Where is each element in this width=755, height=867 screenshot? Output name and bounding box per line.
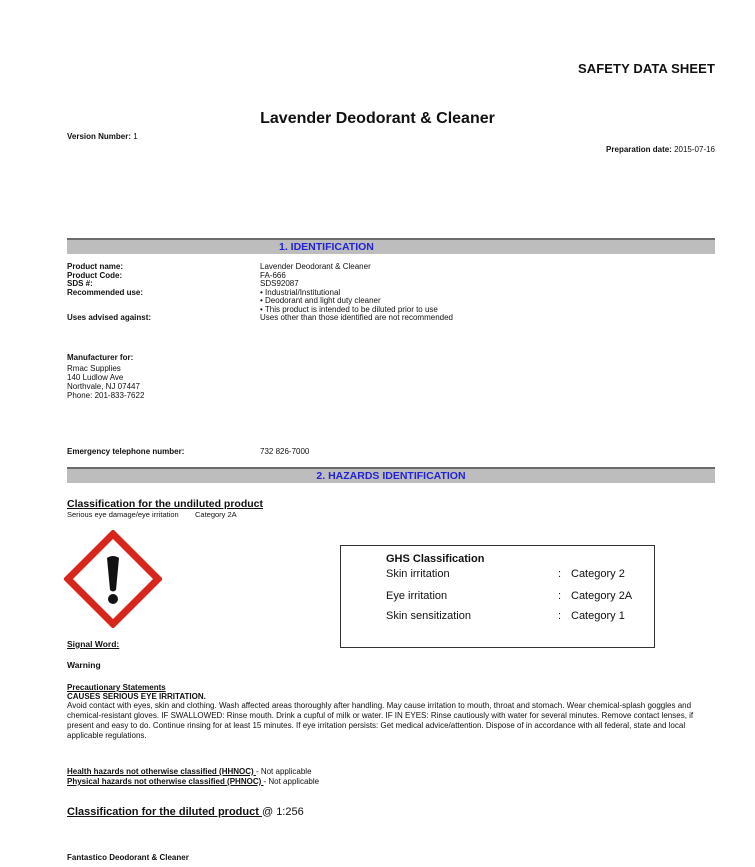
section-title: 2. HAZARDS IDENTIFICATION [316,470,466,482]
field-label: Product Code: [67,270,123,280]
diluted-product-name: Fantastico Deodorant & Cleaner [67,853,189,862]
section-header-identification [67,238,715,254]
emergency-phone-number: 732 826-7000 [260,447,310,456]
field-value: Lavender Deodorant & Cleaner [260,262,371,271]
phnoc-row [67,777,319,786]
ghs-classification-box [340,545,655,648]
version-label: Version Number: [67,132,132,141]
hhnoc-row [67,767,312,776]
separator: : [558,610,562,622]
ghs-row [386,568,646,580]
manufacturer-phone: Phone: 201-833-7622 [67,391,145,400]
field-value: FA-666 [260,270,286,280]
hhnoc-label: Health hazards not otherwise classified (HHNOC) [67,767,256,776]
field-value: Uses other than those identified are not recommended [260,313,454,322]
ghs-category: Category 2A [571,590,633,602]
diluted-classification-heading [67,806,304,818]
manufacturer-city: Northvale, NJ 07447 [67,382,140,391]
document-type-title: SAFETY DATA SHEET [577,61,715,76]
field-label: SDS #: [67,279,93,288]
ghs-row [386,590,646,602]
diluted-heading-label: Classification for the diluted product [67,806,262,818]
signal-word-label: Signal Word: [67,639,120,649]
ghs-hazard: Skin irritation [386,568,450,580]
phnoc-value: - Not applicable [263,777,320,786]
version-number [67,132,138,141]
ghs-category: Category 1 [571,610,625,622]
separator: : [558,590,562,602]
precautionary-statements-heading: Precautionary Statements [67,683,166,692]
prep-date-label: Preparation date: [606,145,672,154]
phnoc-label: Physical hazards not otherwise classified (PHNOC) [67,777,264,786]
hhnoc-value: - Not applicable [255,767,312,776]
separator: : [558,568,562,580]
manufacturer-name: Rmac Supplies [67,364,121,373]
field-label: Emergency telephone number: [67,447,185,456]
ghs-category: Category 2 [571,568,625,580]
field-value: • Industrial/Institutional [260,287,341,297]
ghs-hazard: Eye irritation [386,590,448,602]
manufacturer-label: Manufacturer for: [67,353,134,362]
field-value: SDS92087 [260,279,299,288]
ghs-hazard: Skin sensitization [386,610,471,622]
hazard-statement: CAUSES SERIOUS EYE IRRITATION. [67,692,206,701]
undiluted-classification-row [67,510,237,519]
undiluted-classification-heading: Classification for the undiluted product [67,498,264,510]
field-label: Product name: [67,262,124,271]
signal-word-value: Warning [67,660,101,670]
section-header-hazards [67,467,715,483]
exclamation-mark-icon [64,530,162,633]
precautionary-statements-text: Avoid contact with eyes, skin and clothing. Wash affected areas thoroughly after handling. May cause irritation to mouth, throat and stomach. Wear chemical-splash goggles and chemical-resistant gloves. IF SWALLOWED: Rinse mouth. Drink a cupful of milk or water. IF IN EYES: Rinse cautiously with water for several minutes. Remove contact lenses, if present and easy to do. Continue rinsing for at least 15 minutes. If eye irritation persists: Get medical advice/attention. Dispose of in accordance with all federal, state and local applicable regulations. [67,701,694,740]
preparation-date [606,145,715,154]
prep-date-value: 2015-07-16 [674,145,715,154]
field-label: Uses advised against: [67,313,152,322]
manufacturer-street: 140 Ludlow Ave [67,373,124,382]
product-title: Lavender Deodorant & Cleaner [260,110,495,127]
section-title: 1. IDENTIFICATION [279,241,374,253]
dilution-ratio: @ 1:256 [261,806,304,818]
ghs-classification-title: GHS Classification [386,553,485,565]
field-label: Recommended use: [67,287,144,297]
ghs-row [386,610,646,622]
hazard-category: Category 2A [195,510,237,519]
version-value: 1 [133,132,138,141]
field-value: • Deodorant and light duty cleaner [260,296,381,305]
field-value: • This product is intended to be diluted prior to use [260,304,438,314]
manufacturer-block [67,352,144,400]
hazard-class: Serious eye damage/eye irritation [67,510,179,519]
